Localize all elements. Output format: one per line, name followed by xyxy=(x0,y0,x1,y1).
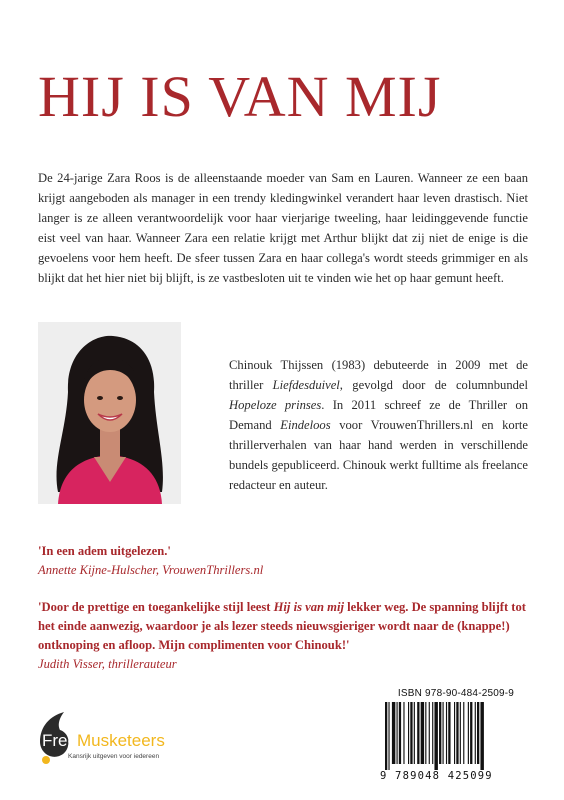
barcode-bar xyxy=(417,702,419,764)
barcode-bar xyxy=(385,702,387,770)
book-title: HIJ IS VAN MIJ xyxy=(38,64,442,129)
review-quote-text xyxy=(38,598,528,655)
barcode-bar xyxy=(410,702,412,764)
bio-text: , gevolgd door de columnbundel xyxy=(339,378,528,392)
review-quote-part: 'Door de prettige en toegankelijke stijl leest xyxy=(38,600,274,614)
barcode-bar xyxy=(475,702,476,764)
author-portrait-image xyxy=(38,322,181,504)
author-bio xyxy=(229,355,528,495)
barcode-bar xyxy=(392,702,395,764)
barcode-bar xyxy=(446,702,447,764)
barcode-bar xyxy=(421,702,424,764)
bio-book-title: Hopeloze prinses xyxy=(229,398,322,412)
barcode-bar xyxy=(414,702,415,764)
synopsis-text: De 24-jarige Zara Roos is de alleenstaande moeder van Sam en Lauren. Wanneer ze een baan krijgt aangeboden als manager in een trendy kledingwinkel verandert haar leven drastisch. Niet langer is ze alleen verantwoordelijk voor haar vierjarige tweeling, haar leidinggevende functie eist veel van haar. Wanneer Zara een relatie krijgt met Arthur blijkt dat zij niet de enige is die gevoelens voor hem heeft. De sfeer tussen Zara en haar collega's wordt steeds grimmiger en als blijkt dat het hier niet bij blijft, is ze vastbesloten uit te vinden wie het op haar gemunt heeft. xyxy=(38,171,528,285)
barcode-bar xyxy=(432,702,433,764)
publisher-name-part: Musketeers xyxy=(76,731,165,750)
review-quote-author: Annette Kijne-Hulscher, VrouwenThrillers.nl xyxy=(38,563,264,577)
barcode-bar xyxy=(388,702,389,770)
barcode-bar xyxy=(454,702,455,764)
author-photo xyxy=(38,322,181,504)
barcode-bar xyxy=(443,702,444,764)
barcode-bar xyxy=(434,702,437,770)
barcode-bar xyxy=(448,702,450,764)
publisher-logo xyxy=(36,708,196,768)
barcode-bar xyxy=(463,702,464,764)
barcode-bar xyxy=(477,702,479,764)
barcode-bar xyxy=(468,702,469,764)
publisher-name-part: Free xyxy=(42,731,77,750)
review-quote-author: Judith Visser, thrillerauteur xyxy=(38,657,177,671)
bio-text: . In 2011 schreef ze de Thriller on Demand xyxy=(229,398,528,432)
bio-text: voor VrouwenThrillers.nl en korte thrillerverhalen van haar hand werden in verschillende bundels gepubliceerd. Chinouk werkt fulltime als freelance redacteur en auteur. xyxy=(229,418,528,492)
review-quote-part: lekker weg. De spanning blijft tot het einde aanwezig, waardoor je als lezer steeds nieuwsgieriger wordt naar de (knappe!) ontknoping en afloop. Mijn complimenten voor Chinouk!' xyxy=(38,600,526,652)
barcode xyxy=(383,702,523,770)
barcode-bar xyxy=(460,702,461,764)
bio-book-title: Liefdesduivel xyxy=(272,378,340,392)
barcode-bar xyxy=(429,702,430,764)
barcode-bar xyxy=(456,702,458,764)
review-quote-text: 'In een adem uitgelezen.' xyxy=(38,544,171,558)
barcode-bar xyxy=(470,702,472,764)
barcode-bar xyxy=(408,702,409,764)
barcode-bar xyxy=(425,702,426,764)
isbn-label: ISBN 978-90-484-2509-9 xyxy=(397,688,515,699)
review-quote xyxy=(38,598,528,674)
barcode-bar xyxy=(403,702,404,764)
review-quote-book-title: Hij is van mij xyxy=(273,600,344,614)
bio-text: Chinouk Thijssen (1983) debuteerde in 2009 met de thriller xyxy=(229,358,528,392)
barcode-bar xyxy=(480,702,483,770)
publisher-tagline: Kansrijk uitgeven voor iedereen xyxy=(68,753,160,760)
barcode-bar xyxy=(397,702,398,764)
barcode-bar xyxy=(399,702,401,764)
bio-book-title: Eindeloos xyxy=(280,418,331,432)
barcode-digits: 9 789048 425099 xyxy=(380,770,493,782)
review-quote xyxy=(38,542,528,580)
publisher-name xyxy=(42,732,165,749)
barcode-bar xyxy=(439,702,441,764)
